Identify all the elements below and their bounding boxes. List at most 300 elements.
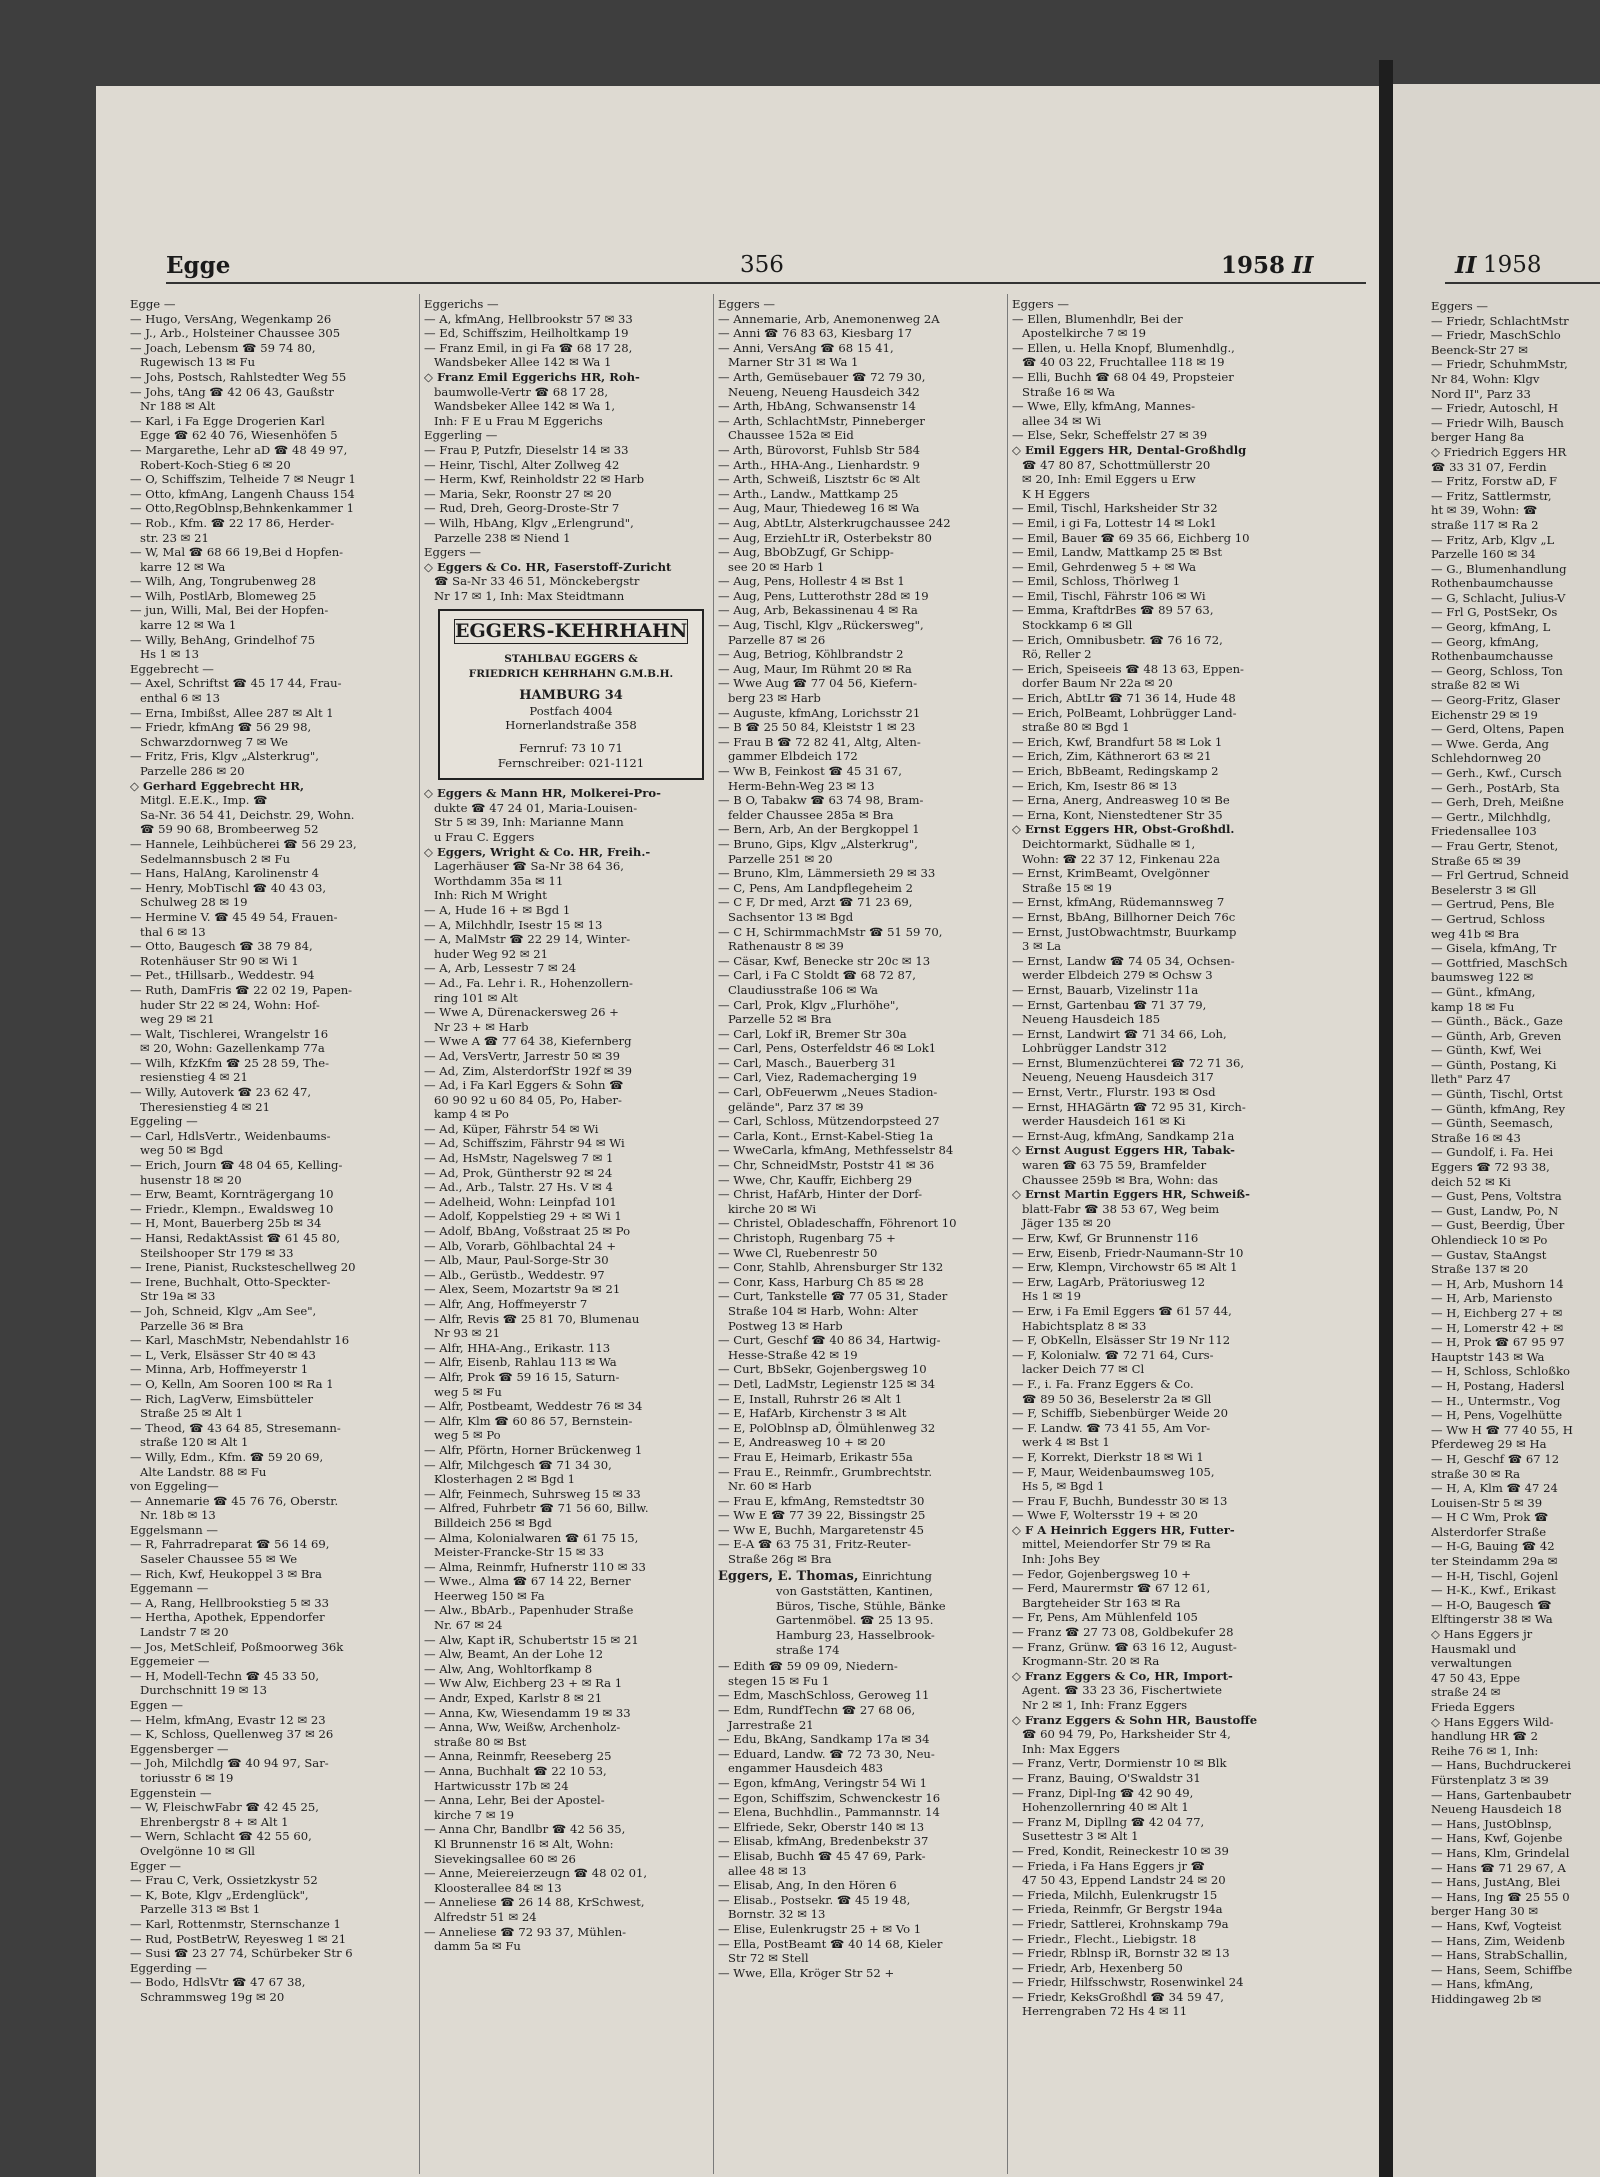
entry-continuation: Nr. 60 ✉ Harb (728, 1479, 812, 1494)
directory-entry: — Ernst, HHAGärtn ☎ 72 95 31, Kirch- (1012, 1099, 1246, 1114)
entry-continuation: weg 5 ✉ Po (434, 1428, 501, 1443)
directory-entry: — Carl, i Fa C Stoldt ☎ 68 72 87, (718, 968, 916, 983)
directory-entry: — Ernst, Blumenzüchterei ☎ 72 71 36, (1012, 1055, 1245, 1070)
ad-line-2: FRIEDRICH KEHRHAHN G.M.B.H. (468, 667, 674, 680)
directory-entry: — Fritz, Forstw aD, F (1431, 474, 1558, 489)
entry-continuation: Billdeich 256 ✉ Bgd (434, 1515, 552, 1530)
entry-continuation: Rö, Reller 2 (1022, 647, 1092, 662)
thomas-line-4: Hamburg 23, Hasselbrook- (776, 1628, 935, 1643)
entry-continuation: Lagerhäuser ☎ Sa-Nr 38 64 36, (434, 859, 624, 874)
entry-continuation: Rathenaustr 8 ✉ 39 (728, 939, 844, 954)
directory-entry: — Günth., Bäck., Gaze (1431, 1014, 1563, 1029)
directory-entry: — E, PolOblnsp aD, Ölmühlenweg 32 (718, 1420, 936, 1435)
directory-entry: — Friedr, Rblnsp iR, Bornstr 32 ✉ 13 (1012, 1946, 1230, 1961)
ad-street: Hornerlandstraße 358 (505, 718, 637, 733)
entry-continuation: 3 ✉ La (1022, 939, 1062, 954)
entry-continuation: Wandsbeker Allee 142 ✉ Wa 1 (434, 355, 612, 370)
directory-entry: — Friedr, MaschSchlo (1431, 328, 1561, 343)
directory-entry: — Elisab, Ang, In den Hören 6 (718, 1878, 897, 1893)
directory-entry: — Frl G, PostSekr, Os (1431, 605, 1558, 620)
entry-continuation: weg 5 ✉ Fu (434, 1384, 502, 1399)
directory-entry: — Alfr, Klm ☎ 60 86 57, Bernstein- (424, 1413, 633, 1428)
directory-entry: — Frau E, kfmAng, Remstedtstr 30 (718, 1493, 925, 1508)
directory-entry: — Gundolf, i. Fa. Hei (1431, 1145, 1554, 1160)
directory-entry: — Adolf, BbAng, Voßstraat 25 ✉ Po (424, 1224, 631, 1239)
directory-entry: — Carla, Kont., Ernst-Kabel-Stieg 1a (718, 1128, 934, 1143)
entry-continuation: engammer Hausdeich 483 (728, 1761, 883, 1776)
directory-entry: — Hans, JustAng, Blei (1431, 1875, 1561, 1890)
directory-entry: — R, Fahrradreparat ☎ 56 14 69, (130, 1537, 330, 1552)
directory-entry: ◇ Friedrich Eggers HR (1431, 444, 1567, 459)
ad-line-1: STAHLBAU EGGERS & (504, 653, 638, 666)
surname-heading: Eggebrecht — (130, 661, 214, 676)
entry-continuation: berger Hang 8a (1431, 430, 1525, 445)
entry-continuation: ☎ 60 94 79, Po, Harksheider Str 4, (1022, 1727, 1231, 1742)
surname-heading: Eggensberger — (130, 1741, 229, 1756)
column-divider (1007, 294, 1008, 2174)
directory-entry: — Pet., tHillsarb., Weddestr. 94 (130, 968, 315, 983)
entry-continuation: kamp 18 ✉ Fu (1431, 999, 1515, 1014)
entry-continuation: baumsweg 122 ✉ (1431, 970, 1534, 985)
directory-entry: — Aug, Arb, Bekassinenau 4 ✉ Ra (718, 603, 918, 618)
directory-entry: — Adelheid, Wohn: Leinpfad 101 (424, 1194, 617, 1209)
entry-continuation: Parzelle 87 ✉ 26 (728, 632, 826, 647)
entry-continuation: Nr 2 ✉ 1, Inh: Franz Eggers (1022, 1698, 1188, 1712)
directory-entry: — Ferd, Maurermstr ☎ 67 12 61, (1012, 1581, 1211, 1596)
directory-entry: — J., Arb., Holsteiner Chaussee 305 (130, 326, 341, 341)
entry-continuation: Postweg 13 ✉ Harb (728, 1318, 843, 1333)
entry-continuation: Theresienstieg 4 ✉ 21 (140, 1099, 270, 1114)
entry-continuation: gelände", Parz 37 ✉ 39 (728, 1099, 864, 1114)
directory-entry: — Ad, Zim, AlsterdorfStr 192f ✉ 39 (424, 1063, 632, 1078)
directory-entry: — Susi ☎ 23 27 74, Schürbeker Str 6 (130, 1946, 353, 1961)
entry-continuation: Herm-Behn-Weg 23 ✉ 13 (728, 778, 875, 793)
directory-entry: — Georg, Schloss, Ton (1431, 663, 1563, 678)
entry-continuation: Robert-Koch-Stieg 6 ✉ 20 (140, 457, 291, 472)
directory-entry: — Aug, Pens, Lutterothstr 28d ✉ 19 (718, 588, 929, 603)
entry-continuation: Hiddingaweg 2b ✉ (1431, 1991, 1542, 2006)
directory-entry: — Ww E, Buchh, Margaretenstr 45 (718, 1522, 925, 1537)
entry-continuation: ✉ 20, Wohn: Gazellenkamp 77a (140, 1041, 325, 1056)
entry-continuation: straße 120 ✉ Alt 1 (140, 1435, 249, 1450)
directory-entry: — Elisab., Postsekr. ☎ 45 19 48, (718, 1892, 911, 1907)
entry-continuation: Jäger 135 ✉ 20 (1022, 1216, 1112, 1231)
entry-continuation: karre 12 ✉ Wa 1 (140, 618, 237, 633)
directory-entry: — Herm, Kwf, Reinholdstr 22 ✉ Harb (424, 472, 644, 487)
directory-entry: — Aug, Betriog, Köhlbrandstr 2 (718, 647, 904, 662)
directory-entry: — Erw, Beamt, Kornträgergang 10 (130, 1187, 334, 1202)
directory-entry: ◇ F A Heinrich Eggers HR, Futter- (1012, 1522, 1235, 1537)
directory-entry: ◇ Eggers & Mann HR, Molkerei-Pro- (424, 786, 661, 801)
directory-entry: — Gertrud, Pens, Ble (1431, 897, 1555, 912)
column-4 (1012, 297, 1296, 2173)
directory-entry: — F, Maur, Weidenbaumsweg 105, (1012, 1464, 1215, 1479)
entry-continuation: Sievekingsallee 60 ✉ 26 (434, 1851, 576, 1866)
directory-entry: — Irene, Pianist, Rucksteschellweg 20 (130, 1260, 356, 1275)
thomas-line-5: straße 174 (776, 1642, 840, 1657)
directory-entry: — Wwe, Chr, Kauffr, Eichberg 29 (718, 1172, 913, 1187)
directory-entry: — Friedr, Hilfsschwstr, Rosenwinkel 24 (1012, 1975, 1244, 1990)
directory-entry: — Frau P, Putzfr, Dieselstr 14 ✉ 33 (424, 442, 629, 457)
entry-continuation: Ehrenbergstr 8 + ✉ Alt 1 (140, 1814, 289, 1829)
directory-entry: — Erich, AbtLtr ☎ 71 36 14, Hude 48 (1012, 691, 1236, 706)
entry-continuation: Hs 1 ✉ 13 (140, 647, 199, 662)
directory-entry: — Edu, BkAng, Sandkamp 17a ✉ 34 (718, 1732, 930, 1747)
entry-continuation: ☎ 40 03 22, Fruchtallee 118 ✉ 19 (1022, 355, 1225, 370)
entry-continuation: Straße 16 ✉ 43 (1431, 1130, 1521, 1145)
entry-continuation: Klosterhagen 2 ✉ Bgd 1 (434, 1472, 576, 1487)
entry-continuation: Eichenstr 29 ✉ 19 (1431, 707, 1538, 722)
entry-continuation: Steilshooper Str 179 ✉ 33 (140, 1245, 294, 1260)
entry-continuation: dukte ☎ 47 24 01, Maria-Louisen- (434, 800, 638, 815)
directory-entry: — Alb., Gerüstb., Weddestr. 97 (424, 1267, 605, 1282)
entry-continuation: see 20 ✉ Harb 1 (728, 559, 825, 574)
entry-continuation: Neueng Hausdeich 185 (1022, 1012, 1161, 1027)
directory-entry: — Arth., Landw., Mattkamp 25 (718, 486, 899, 501)
directory-entry: — G, Schlacht, Julius-V (1431, 590, 1566, 605)
directory-entry: — Gerd, Oltens, Papen (1431, 722, 1565, 737)
directory-entry: — Alb, Maur, Paul-Sorge-Str 30 (424, 1253, 609, 1268)
entry-continuation: Heerweg 150 ✉ Fa (434, 1588, 545, 1603)
directory-entry: — Curt, Tankstelle ☎ 77 05 31, Stader (718, 1289, 948, 1304)
directory-entry: — Alfr, Postbeamt, Weddestr 76 ✉ 34 (424, 1399, 643, 1414)
entry-continuation: straße 82 ✉ Wi (1431, 678, 1520, 693)
book-gutter (1379, 60, 1393, 2177)
entry-continuation: Nr 188 ✉ Alt (140, 399, 216, 414)
directory-entry: — Christel, Obladeschaffn, Föhrenort 10 (718, 1216, 957, 1231)
entry-continuation: lleth" Parz 47 (1431, 1072, 1511, 1087)
directory-entry: — Alma, Reinmfr, Hufnerstr 110 ✉ 33 (424, 1559, 646, 1574)
running-head-left: Egge (166, 252, 231, 279)
directory-entry: — Alfr, Ang, Hoffmeyerstr 7 (424, 1297, 588, 1311)
entry-continuation: resienstieg 4 ✉ 21 (140, 1070, 248, 1085)
directory-entry: — F, Schiffb, Siebenbürger Weide 20 (1012, 1406, 1228, 1421)
directory-entry: — Henry, MobTischl ☎ 40 43 03, (130, 880, 327, 895)
page-volume: II (1292, 252, 1314, 279)
entry-continuation: weg 50 ✉ Bgd (140, 1143, 224, 1158)
directory-entry: — Hans, Zim, Weidenb (1431, 1933, 1565, 1948)
directory-entry: — Erna, Kont, Nienstedtener Str 35 (1012, 807, 1223, 822)
entry-continuation: Nr. 67 ✉ 24 (434, 1618, 503, 1633)
directory-entry: — Ruth, DamFris ☎ 22 02 19, Papen- (130, 982, 353, 997)
directory-entry: — Wilh, PostlArb, Blomeweg 25 (130, 588, 317, 603)
directory-entry: — Elisab, kfmAng, Bredenbekstr 37 (718, 1834, 929, 1849)
directory-entry: — Wwe., Alma ☎ 67 14 22, Berner (424, 1574, 631, 1589)
directory-entry: — Erw, Eisenb, Friedr-Naumann-Str 10 (1012, 1245, 1244, 1260)
directory-entry: — Erich, Km, Isestr 86 ✉ 13 (1012, 778, 1178, 793)
directory-entry: ◇ Franz Eggers & Sohn HR, Baustoffe (1012, 1712, 1258, 1727)
entry-continuation: Inh: Max Eggers (1022, 1741, 1120, 1756)
directory-entry: — Frieda, i Fa Hans Eggers jr ☎ (1012, 1858, 1206, 1873)
directory-entry: — C H, SchirmmachMstr ☎ 51 59 70, (718, 924, 943, 939)
directory-entry: — Aug, AbtLtr, Alsterkrugchaussee 242 (718, 515, 951, 530)
directory-entry: — Arth, SchlachtMstr, Pinneberger (718, 413, 925, 428)
directory-entry: — Franz, Bauing, O'Swaldstr 31 (1012, 1770, 1201, 1785)
surname-heading: Egger — (130, 1858, 181, 1873)
entry-continuation: Alte Landstr. 88 ✉ Fu (140, 1464, 267, 1479)
entry-continuation: Parzelle 52 ✉ Bra (728, 1012, 832, 1027)
directory-entry: — Ernst-Aug, kfmAng, Sandkamp 21a (1012, 1128, 1235, 1143)
entry-continuation: Eggers ☎ 72 93 38, (1431, 1160, 1550, 1175)
entry-continuation: Hausmakl und (1431, 1641, 1517, 1656)
directory-entry: — Alma, Kolonialwaren ☎ 61 75 15, (424, 1530, 639, 1545)
directory-entry: — Frl Gertrud, Schneid (1431, 868, 1569, 883)
directory-entry: — Hans, Seem, Schiffbe (1431, 1962, 1573, 1977)
entry-continuation: allee 34 ✉ Wi (1022, 413, 1101, 428)
directory-entry: — Alw, Beamt, An der Lohe 12 (424, 1647, 604, 1662)
entry-continuation: Kloosterallee 84 ✉ 13 (434, 1880, 562, 1895)
directory-entry: — Anna, Lehr, Bei der Apostel- (424, 1793, 605, 1808)
directory-entry: — Alb, Vorarb, Göhlbachtal 24 + (424, 1238, 617, 1253)
entry-continuation: Straße 25 ✉ Alt 1 (140, 1406, 243, 1421)
directory-entry: — Cäsar, Kwf, Benecke str 20c ✉ 13 (718, 953, 931, 968)
directory-entry: — Rob., Kfm. ☎ 22 17 86, Herder- (130, 515, 335, 530)
directory-entry: — Anna, Reinmfr, Reeseberg 25 (424, 1749, 612, 1764)
directory-entry: — Carl, Schloss, Mützendorpsteed 27 (718, 1114, 940, 1129)
entry-continuation: Nr 17 ✉ 1, Inh: Max Steidtmann (434, 588, 625, 603)
entry-continuation: Inh: F E u Frau M Eggerichs (434, 413, 603, 428)
directory-entry: — Hans, Ing ☎ 25 55 0 (1431, 1889, 1570, 1904)
directory-entry: ◇ Ernst August Eggers HR, Tabak- (1012, 1143, 1235, 1158)
ad-city: HAMBURG 34 (519, 688, 623, 704)
directory-entry: — Ernst, kfmAng, Rüdemannsweg 7 (1012, 895, 1225, 910)
directory-entry: — Hermine V. ☎ 45 49 54, Frauen- (130, 909, 338, 924)
entry-continuation: Schulweg 28 ✉ 19 (140, 895, 248, 910)
directory-entry: — Hans, Klm, Grindelal (1431, 1845, 1570, 1860)
entry-continuation: Bargteheider Str 163 ✉ Ra (1022, 1595, 1181, 1610)
directory-entry: — Arth, HbAng, Schwansenstr 14 (718, 399, 916, 414)
directory-entry: — Edith ☎ 59 09 09, Niedern- (718, 1659, 898, 1674)
thomas-line-2: Büros, Tische, Stühle, Bänke (776, 1598, 946, 1613)
entry-continuation: Habichtsplatz 8 ✉ 33 (1022, 1318, 1147, 1333)
directory-entry: — Friedr., Flecht., Liebigstr. 18 (1012, 1931, 1197, 1946)
directory-entry: — Curt, Geschf ☎ 40 86 34, Hartwig- (718, 1333, 941, 1348)
column-divider (713, 294, 714, 2174)
directory-entry: — Emma, KraftdrBes ☎ 89 57 63, (1012, 603, 1214, 618)
directory-entry: — WweCarla, kfmAng, Methfesselstr 84 (718, 1143, 954, 1158)
directory-entry: — Edm, MaschSchloss, Geroweg 11 (718, 1688, 930, 1703)
directory-entry: — Karl, MaschMstr, Nebendahlstr 16 (130, 1333, 350, 1348)
entry-continuation: Hohenzollernring 40 ✉ Alt 1 (1022, 1800, 1189, 1815)
directory-entry: — Frau E, Heimarb, Erikastr 55a (718, 1449, 913, 1464)
thomas-line-1: von Gaststätten, Kantinen, (776, 1584, 933, 1599)
surname-heading: Eggemeier — (130, 1654, 210, 1669)
entry-continuation: blatt-Fabr ☎ 38 53 67, Weg beim (1022, 1201, 1220, 1216)
directory-entry: — Arth, Bürovorst, Fuhlsb Str 584 (718, 442, 920, 457)
entry-continuation: Chaussee 259b ✉ Bra, Wohn: das (1022, 1172, 1218, 1187)
page-year: 1958 (1221, 252, 1286, 279)
directory-entry: — A, Milchhdlr, Isestr 15 ✉ 13 (424, 917, 603, 932)
directory-entry: — Detl, LadMstr, Legienstr 125 ✉ 34 (718, 1376, 936, 1391)
directory-entry: — Ernst, BbAng, Billhorner Deich 76c (1012, 909, 1236, 924)
entry-continuation: straße 24 ✉ (1431, 1685, 1501, 1700)
entry-continuation: allee 48 ✉ 13 (728, 1863, 807, 1878)
directory-entry: — F, Kolonialw. ☎ 72 71 64, Curs- (1012, 1347, 1214, 1362)
directory-entry: — H, Eichberg 27 + ✉ (1431, 1305, 1563, 1320)
entry-continuation: karre 12 ✉ Wa (140, 559, 226, 574)
directory-entry: — Curt, BbSekr, Gojenbergsweg 10 (718, 1362, 927, 1377)
directory-entry: — Annemarie ☎ 45 76 76, Oberstr. (130, 1493, 339, 1508)
directory-entry: — W, Mal ☎ 68 66 19,Bei d Hopfen- (130, 545, 344, 560)
surname-heading: Eggen — (130, 1698, 183, 1712)
entry-continuation: u Frau C. Eggers (434, 830, 535, 844)
directory-entry: — jun, Willi, Mal, Bei der Hopfen- (130, 603, 329, 618)
directory-entry: — Franz, Dipl-Ing ☎ 42 90 49, (1012, 1785, 1194, 1800)
directory-entry: — Alfr, Eisenb, Rahlau 113 ✉ Wa (424, 1355, 617, 1370)
directory-entry: — Aug, Pens, Hollestr 4 ✉ Bst 1 (718, 574, 905, 589)
directory-entry: — Ella, PostBeamt ☎ 40 14 68, Kieler (718, 1936, 943, 1951)
entry-continuation: Schrammsweg 19g ✉ 20 (140, 1989, 285, 2004)
surname-heading: Eggelsmann — (130, 1522, 218, 1537)
directory-entry: — Günth, Arb, Greven (1431, 1028, 1562, 1043)
directory-entry: — Franz ☎ 27 73 08, Goldbekufer 28 (1012, 1625, 1234, 1640)
directory-entry: — Chr, SchneidMstr, Poststr 41 ✉ 36 (718, 1158, 935, 1173)
entry-continuation: Chaussee 152a ✉ Eid (728, 428, 854, 443)
surname-heading: Eggers — (1012, 297, 1069, 311)
directory-entry: — Ad., Fa. Lehr i. R., Hohenzollern- (424, 975, 633, 990)
entry-continuation: Beenck-Str 27 ✉ (1431, 342, 1528, 357)
entry-continuation: ☎ 59 90 68, Brombeerweg 52 (140, 822, 319, 837)
entry-continuation: Neueng Hausdeich 18 (1431, 1802, 1562, 1817)
directory-entry: — Theod, ☎ 43 64 85, Stresemann- (130, 1420, 341, 1435)
entry-continuation: Rotenhäuser Str 90 ✉ Wi 1 (140, 953, 299, 968)
facing-header-rule (1445, 282, 1600, 284)
directory-entry: — Anne, Meiereierzeugn ☎ 48 02 01, (424, 1866, 648, 1881)
directory-entry: — Friedr, Autoschl, H (1431, 401, 1559, 416)
directory-entry: — H-G, Bauing ☎ 42 (1431, 1539, 1555, 1554)
surname-heading: Eggeling — (130, 1114, 198, 1129)
directory-entry: — F, ObKelln, Elsässer Str 19 Nr 112 (1012, 1333, 1231, 1348)
entry-continuation: lacker Deich 77 ✉ Cl (1022, 1362, 1145, 1377)
entry-continuation: baumwolle-Vertr ☎ 68 17 28, (434, 384, 609, 399)
entry-continuation: K H Eggers (1022, 486, 1090, 501)
directory-entry: — Erich, BbBeamt, Redingskamp 2 (1012, 764, 1219, 778)
directory-entry: — Frieda, Reinmfr, Gr Bergstr 194a (1012, 1902, 1223, 1917)
entry-continuation: Nr 84, Wohn: Klgv (1431, 371, 1540, 386)
directory-entry: — Erich, Omnibusbetr. ☎ 76 16 72, (1012, 632, 1223, 647)
directory-entry: — Helm, kfmAng, Evastr 12 ✉ 23 (130, 1712, 326, 1727)
directory-entry: — Maria, Sekr, Roonstr 27 ✉ 20 (424, 486, 612, 501)
directory-entry: — Gottfried, MaschSch (1431, 955, 1568, 970)
directory-entry: — Friedr., Klempn., Ewaldsweg 10 (130, 1201, 334, 1216)
directory-entry: — H., Untermstr., Vog (1431, 1393, 1561, 1408)
directory-entry: — Walt, Tischlerei, Wrangelstr 16 (130, 1026, 329, 1041)
directory-entry: — Alw, Ang, Wohltorfkamp 8 (424, 1661, 593, 1676)
directory-entry: — Carl, Pens, Osterfeldstr 46 ✉ Lok1 (718, 1041, 937, 1056)
entry-continuation: enthal 6 ✉ 13 (140, 691, 220, 706)
entry-continuation: Lohbrügger Landstr 312 (1022, 1041, 1167, 1056)
directory-entry: — Fedor, Gojenbergsweg 10 + (1012, 1566, 1191, 1581)
directory-entry: — Gerh, Dreh, Meißne (1431, 795, 1564, 810)
directory-entry: — Günth, kfmAng, Rey (1431, 1101, 1566, 1116)
directory-entry: — H, Postang, Hadersl (1431, 1378, 1565, 1393)
directory-entry: — Frau C, Verk, Ossietzkystr 52 (130, 1873, 318, 1888)
directory-entry: — Wwe, Elly, kfmAng, Mannes- (1012, 399, 1195, 414)
directory-entry: — Carl, Prok, Klgv „Flurhöhe", (718, 997, 899, 1012)
directory-entry: — Emil, Tischl, Harksheider Str 32 (1012, 501, 1218, 516)
directory-entry: — H-H, Tischl, Gojenl (1431, 1568, 1559, 1583)
directory-entry: — Andr, Exped, Karlstr 8 ✉ 21 (424, 1691, 603, 1706)
directory-page (96, 86, 1379, 2177)
entry-continuation: deich 52 ✉ Ki (1431, 1174, 1511, 1189)
directory-entry: — E, Andreasweg 10 + ✉ 20 (718, 1435, 886, 1450)
directory-entry: — Rud, PostBetrW, Reyesweg 1 ✉ 21 (130, 1931, 347, 1946)
directory-entry: — Erich, Journ ☎ 48 04 65, Kelling- (130, 1158, 343, 1173)
entry-continuation: Egge ☎ 62 40 76, Wiesenhöfen 5 (140, 428, 338, 443)
entry-continuation: weg 41b ✉ Bra (1431, 926, 1520, 941)
entry-continuation: 60 90 92 u 60 84 05, Po, Haber- (434, 1092, 622, 1107)
directory-entry: — Anni, VersAng ☎ 68 15 41, (718, 340, 894, 355)
directory-entry: — Carl, Masch., Bauerberg 31 (718, 1055, 897, 1070)
entry-continuation: damm 5a ✉ Fu (434, 1939, 521, 1954)
entry-continuation: Straße 15 ✉ 19 (1022, 880, 1112, 895)
directory-entry: — Hans, HalAng, Karolinenstr 4 (130, 866, 319, 881)
directory-entry: — Irene, Buchhalt, Otto-Speckter- (130, 1274, 331, 1289)
directory-entry: — H, Schloss, Schloßko (1431, 1364, 1570, 1379)
directory-entry: — Joh, Schneid, Klgv „Am See", (130, 1303, 317, 1318)
directory-entry: — Ww Alw, Eichberg 23 + ✉ Ra 1 (424, 1676, 623, 1691)
directory-entry: — Aug, BbObZugf, Gr Schipp- (718, 545, 894, 560)
facing-page-volume: II (1455, 252, 1477, 279)
directory-entry: — Erna, Anerg, Andreasweg 10 ✉ Be (1012, 793, 1230, 808)
entry-continuation: Straße 104 ✉ Harb, Wohn: Alter (728, 1303, 918, 1318)
directory-entry: — Erich, Zim, Käthnerort 63 ✉ 21 (1012, 749, 1212, 764)
directory-entry: ◇ Ernst Eggers HR, Obst-Großhdl. (1012, 822, 1235, 837)
directory-entry: — Erw, LagArb, Prätoriusweg 12 (1012, 1274, 1206, 1289)
surname-heading: Eggers — (424, 545, 481, 560)
directory-entry: — B O, Tabakw ☎ 63 74 98, Bram- (718, 793, 924, 808)
directory-entry: — H-O, Baugesch ☎ (1431, 1597, 1552, 1612)
directory-entry: — Ad, i Fa Karl Eggers & Sohn ☎ (424, 1078, 624, 1093)
directory-entry: — C, Pens, Am Landpflegeheim 2 (718, 880, 913, 895)
directory-entry: — Aug, Maur, Thiedeweg 16 ✉ Wa (718, 501, 920, 516)
entry-continuation: Hs 5, ✉ Bgd 1 (1022, 1479, 1105, 1494)
directory-entry: — Hertha, Apothek, Eppendorfer (130, 1610, 325, 1625)
directory-entry: — Friedr, Arb, Hexenberg 50 (1012, 1960, 1183, 1975)
directory-entry: — Hans, Buchdruckerei (1431, 1758, 1571, 1773)
entry-continuation: berg 23 ✉ Harb (728, 691, 821, 706)
directory-entry: — H, A, Klm ☎ 47 24 (1431, 1481, 1558, 1496)
directory-entry: — Arth, Gemüsebauer ☎ 72 79 30, (718, 369, 926, 384)
directory-entry: — H, Arb, Mushorn 14 (1431, 1276, 1564, 1291)
entry-continuation: Jarrestraße 21 (728, 1717, 814, 1732)
entry-continuation: werk 4 ✉ Bst 1 (1022, 1435, 1110, 1450)
directory-entry: — Christoph, Rugenbarg 75 + (718, 1231, 896, 1245)
directory-entry: ◇ Franz Emil Eggerichs HR, Roh- (424, 369, 640, 384)
directory-entry: — Ad, VersVertr, Jarrestr 50 ✉ 39 (424, 1048, 621, 1063)
entry-continuation: Fürstenplatz 3 ✉ 39 (1431, 1772, 1549, 1787)
directory-entry: — H, Pens, Vogelhütte (1431, 1408, 1563, 1423)
entry-continuation: straße 30 ✉ Ra (1431, 1466, 1521, 1481)
entry-continuation: Straße 137 ✉ 20 (1431, 1262, 1529, 1277)
entry-continuation: ✉ 20, Inh: Emil Eggers u Erw (1022, 472, 1196, 487)
surname-heading: Egge — (130, 297, 176, 311)
directory-entry: — Anni ☎ 76 83 63, Kiesbarg 17 (718, 326, 913, 341)
directory-entry: — Otto, kfmAng, Langenh Chauss 154 (130, 486, 355, 501)
directory-entry: — Elise, Eulenkrugstr 25 + ✉ Vo 1 (718, 1921, 922, 1936)
directory-entry: — Bern, Arb, An der Bergkoppel 1 (718, 822, 920, 837)
directory-entry: — Wwe F, Woltersstr 19 + ✉ 20 (1012, 1508, 1198, 1523)
entry-continuation: Hs 1 ✉ 19 (1022, 1289, 1081, 1304)
entry-continuation: Rugewisch 13 ✉ Fu (140, 355, 256, 370)
thomas-entry (718, 1569, 1002, 1658)
directory-entry: — F, Korrekt, Dierkstr 18 ✉ Wi 1 (1012, 1449, 1204, 1464)
entry-continuation: str. 23 ✉ 21 (140, 530, 209, 545)
entry-continuation: ☎ Sa-Nr 33 46 51, Mönckebergstr (434, 574, 640, 589)
entry-continuation: Str 19a ✉ 33 (140, 1289, 216, 1304)
directory-entry: — Alfr, Feinmech, Suhrsweg 15 ✉ 33 (424, 1486, 641, 1501)
directory-entry: — Ernst, Landwirt ☎ 71 34 66, Loh, (1012, 1026, 1227, 1041)
